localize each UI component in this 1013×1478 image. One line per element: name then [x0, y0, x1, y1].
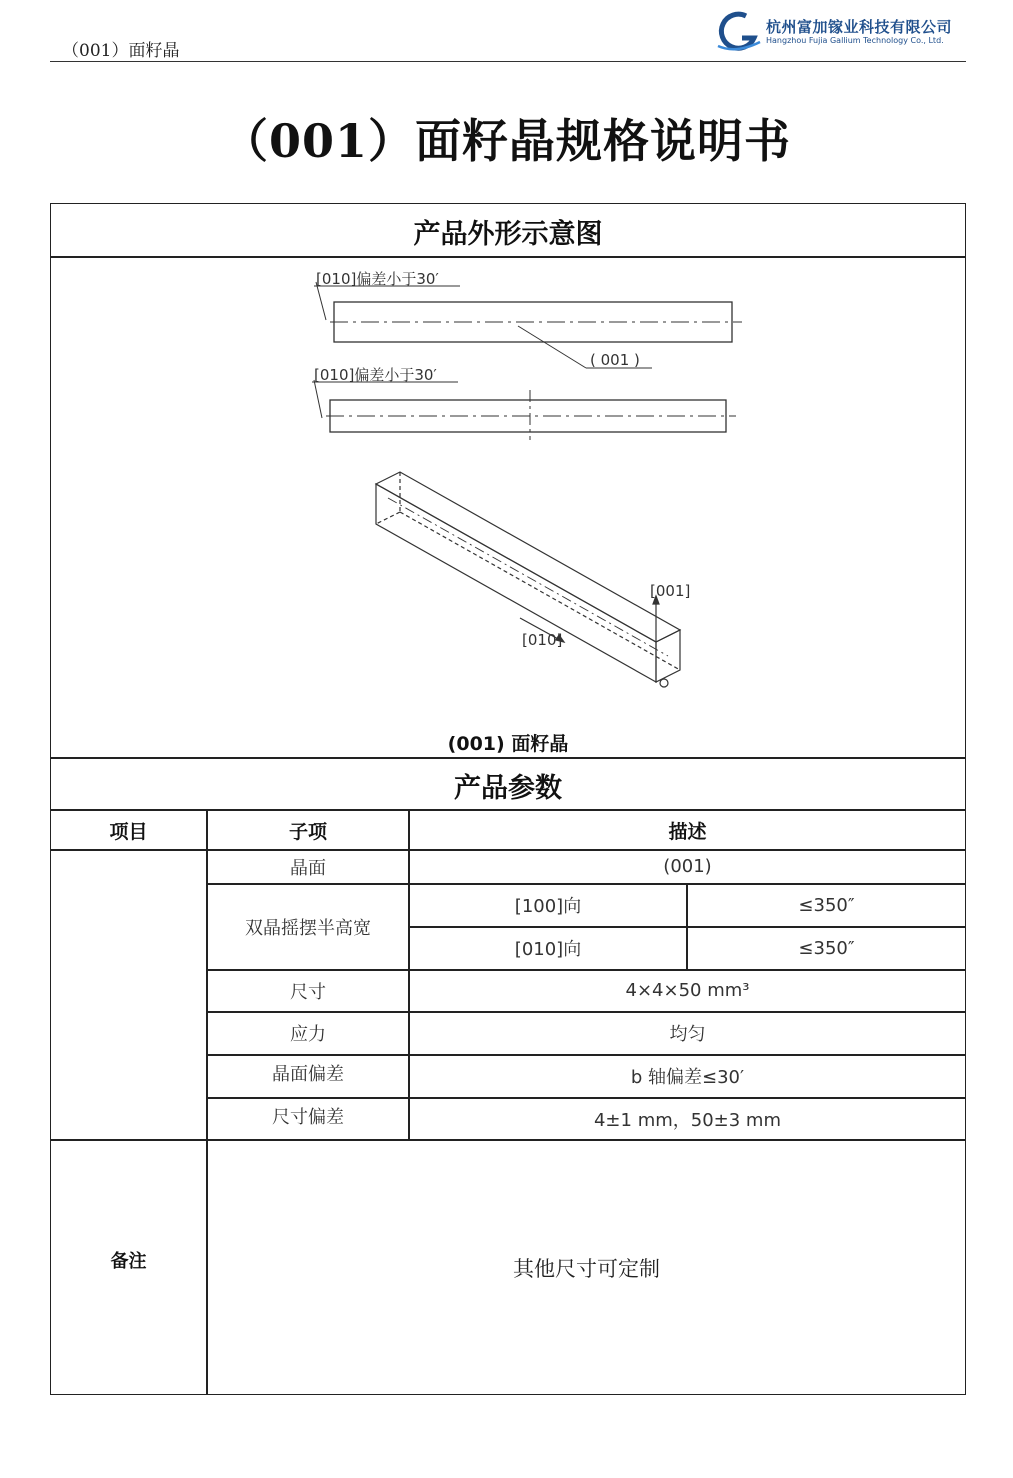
divider [50, 757, 966, 759]
row-size-deviation-label: 尺寸偏差 [272, 1107, 344, 1128]
diagram-caption: (001) 面籽晶 [447, 733, 569, 755]
column-header-item: 项目 [109, 820, 148, 843]
isometric-bar-view [376, 472, 680, 687]
divider [50, 256, 966, 258]
remarks-label: 备注 [110, 1251, 147, 1272]
company-name-cn: 杭州富加镓业科技有限公司 [766, 18, 953, 36]
middle-bar-view [312, 366, 736, 440]
row-stress-label: 应力 [290, 1024, 326, 1045]
header-divider [50, 61, 966, 62]
row-rocking-dir-100: [100]向 [514, 896, 582, 917]
row-rocking-value-010: ≤350″ [798, 937, 855, 959]
row-size-deviation-value: 4±1 mm，50±3 mm [593, 1109, 781, 1131]
document-title: （001）面籽晶规格说明书 [221, 114, 792, 168]
row-stress-value: 均匀 [669, 1024, 706, 1045]
column-header-subitem: 子项 [288, 820, 327, 843]
company-name-en: Hangzhou Fujia Gallium Technology Co., Ltd. [766, 36, 944, 45]
remarks-value: 其他尺寸可定制 [513, 1256, 660, 1281]
logo-g-icon [716, 8, 764, 54]
row-size-label: 尺寸 [290, 981, 326, 1003]
middle-bar-note-label: [010]偏差小于30′ [314, 366, 437, 384]
row-face-label: 晶面 [290, 857, 326, 879]
axis-001-label: [001] [650, 582, 691, 600]
row-size-value: 4×4×50 mm³ [625, 980, 750, 1001]
top-bar-view [314, 270, 742, 369]
row-rocking-value-100: ≤350″ [798, 894, 855, 916]
column-header-description: 描述 [668, 820, 707, 843]
company-logo [716, 8, 956, 54]
section-title-params: 产品参数 [454, 773, 562, 804]
top-bar-note-label: [010]偏差小于30′ [316, 270, 439, 288]
row-face-deviation-value: b 轴偏差≤30′ [630, 1067, 745, 1088]
section-title-shape: 产品外形示意图 [413, 219, 603, 250]
row-face-deviation-label: 晶面偏差 [272, 1064, 344, 1085]
header-title: （001）面籽晶 [62, 41, 180, 61]
row-rocking-dir-010: [010]向 [514, 939, 582, 960]
row-rocking-label: 双晶摇摆半高宽 [245, 917, 371, 939]
row-face-value: (001) [663, 856, 712, 877]
axis-010-label: [010] [522, 631, 563, 649]
product-shape-diagram [300, 262, 760, 702]
top-bar-face-label: ( 001 ) [590, 351, 640, 369]
